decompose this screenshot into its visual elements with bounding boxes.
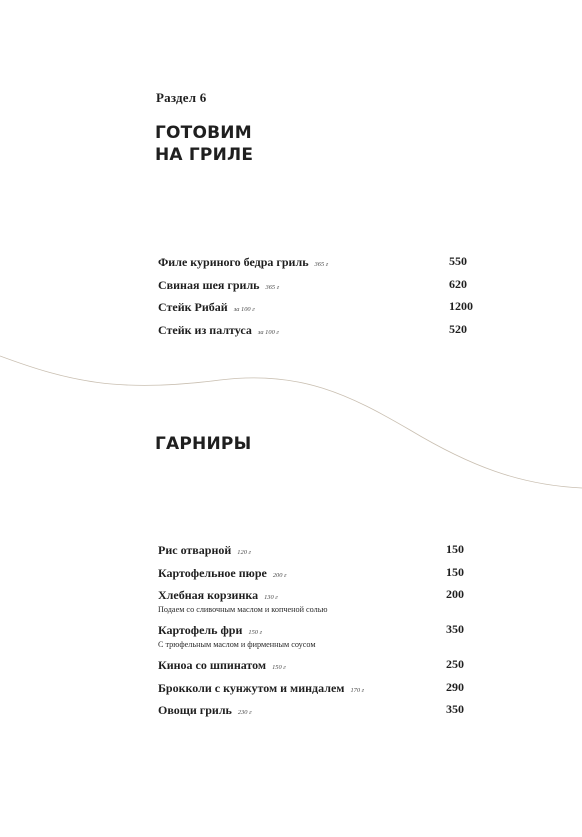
menu-item xyxy=(158,656,476,679)
item-price: 520 xyxy=(449,322,467,337)
item-price: 200 xyxy=(446,587,464,601)
wave-path xyxy=(0,356,582,488)
item-weight: 150 г xyxy=(272,664,286,671)
grill-section-title xyxy=(155,122,253,166)
item-name: Рис отварной xyxy=(158,543,232,557)
item-weight: 365 г xyxy=(314,261,329,268)
item-price: 150 xyxy=(446,542,464,556)
grill-title-line-2: НА ГРИЛЕ xyxy=(155,145,254,165)
item-weight: 170 г xyxy=(350,686,365,694)
menu-item xyxy=(158,321,476,344)
menu-item xyxy=(158,701,476,724)
grill-menu-list xyxy=(158,253,476,344)
item-price: 1200 xyxy=(449,299,473,314)
grill-title-line-1: ГОТОВИМ xyxy=(155,123,252,143)
menu-item xyxy=(158,541,476,564)
menu-item xyxy=(158,253,476,276)
item-weight: 130 г xyxy=(264,594,278,601)
item-weight: 200 г xyxy=(272,571,287,579)
item-price: 350 xyxy=(446,702,464,716)
item-weight: 365 г xyxy=(265,283,280,291)
menu-item xyxy=(158,586,476,621)
item-weight: за 100 г xyxy=(233,306,255,314)
item-price: 290 xyxy=(446,679,464,694)
item-description: Подаем со сливочным маслом и копченой солью xyxy=(158,605,328,614)
item-name: Хлебная корзинка xyxy=(158,588,259,602)
sides-section-title: ГАРНИРЫ xyxy=(155,434,252,454)
item-name: Свиная шея гриль xyxy=(158,277,260,292)
item-name: Киноа со шпинатом xyxy=(158,658,267,672)
item-name: Картофель фри xyxy=(158,623,243,637)
item-price: 350 xyxy=(446,622,464,636)
item-price: 150 xyxy=(446,564,464,579)
menu-item xyxy=(158,621,476,656)
item-price: 620 xyxy=(449,276,467,291)
item-price: 250 xyxy=(446,657,464,671)
item-name: Стейк Рибай xyxy=(158,300,228,315)
section-label: Раздел 6 xyxy=(156,90,207,105)
item-name: Овощи гриль xyxy=(158,703,232,717)
menu-item xyxy=(158,298,476,321)
item-price: 550 xyxy=(449,254,467,268)
sides-menu-list xyxy=(158,541,476,724)
item-weight: 230 г xyxy=(237,709,252,716)
item-description: С трюфельным маслом и фирменным соусом xyxy=(158,640,316,649)
item-name: Стейк из палтуса xyxy=(158,323,252,338)
item-weight: за 100 г xyxy=(257,329,279,337)
menu-item xyxy=(158,276,476,299)
item-weight: 120 г xyxy=(237,549,251,556)
item-name: Филе куриного бедра гриль xyxy=(158,255,309,269)
item-name: Картофельное пюре xyxy=(158,565,267,580)
item-weight: 150 г xyxy=(248,629,263,636)
menu-item xyxy=(158,679,476,702)
menu-item xyxy=(158,564,476,587)
item-name: Брокколи с кунжутом и миндалем xyxy=(158,680,345,695)
